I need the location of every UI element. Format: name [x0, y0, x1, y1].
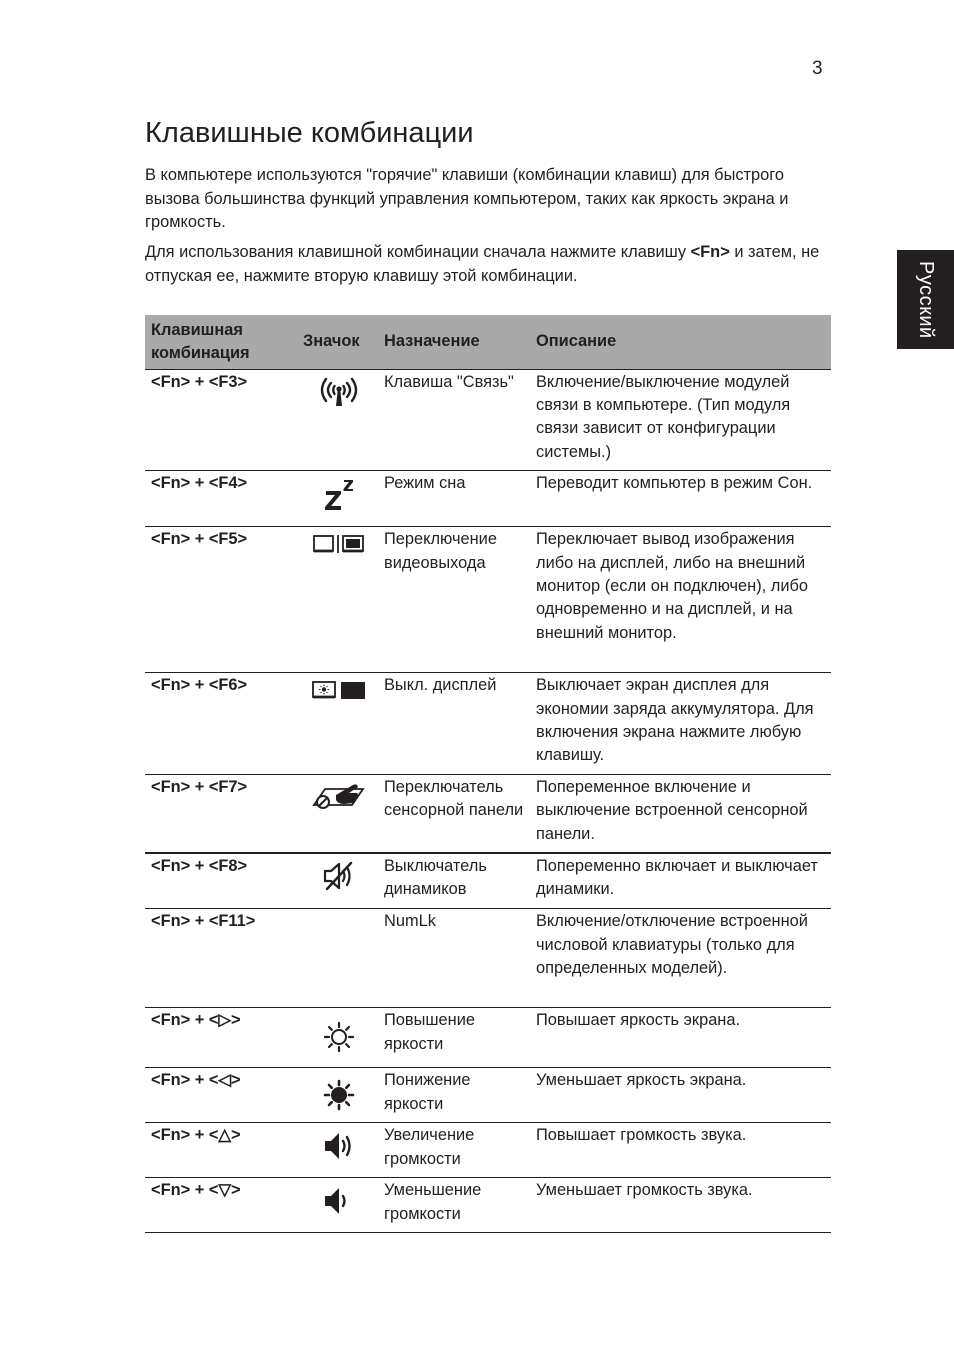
usage-paragraph — [145, 241, 825, 288]
key-purpose: Понижение яркости — [378, 1068, 530, 1123]
table-header-row — [145, 315, 831, 369]
key-purpose: Переключатель сенсорной панели — [378, 774, 530, 853]
hotkey-table — [145, 315, 831, 1233]
key-description: Повышает громкость звука. — [530, 1123, 831, 1178]
key-description: Уменьшает яркость экрана. — [530, 1068, 831, 1123]
key-combo: <Fn> + <F3> — [145, 369, 299, 471]
key-purpose: Увеличение громкости — [378, 1123, 530, 1178]
brightness-down-icon — [323, 1079, 355, 1111]
table-row — [145, 774, 831, 853]
key-combo: <Fn> + <F6> — [145, 673, 299, 775]
volume-down-icon — [322, 1185, 356, 1217]
volume-up-icon — [322, 1130, 356, 1162]
key-purpose: Переключение видеовыхода — [378, 527, 530, 673]
key-description: Переводит компьютер в режим Сон. — [530, 471, 831, 527]
table-row — [145, 369, 831, 471]
brightness-up-icon — [323, 1021, 355, 1053]
key-description: Повышает яркость экрана. — [530, 1008, 831, 1068]
key-purpose: Уменьшение громкости — [378, 1178, 530, 1233]
key-combo: <Fn> + <F11> — [145, 909, 299, 1008]
table-row — [145, 1178, 831, 1233]
key-purpose: NumLk — [378, 909, 530, 1008]
key-combo: <Fn> + <F7> — [145, 774, 299, 853]
usage-text-start: Для использования клавишной комбинации сначала нажмите клавишу — [145, 243, 691, 261]
language-tab — [897, 250, 954, 349]
display-toggle-icon — [312, 533, 366, 555]
wireless-icon — [319, 376, 359, 408]
key-combo: <Fn> + <F4> — [145, 471, 299, 527]
key-purpose: Клавиша "Связь" — [378, 369, 530, 471]
key-purpose: Повышение яркости — [378, 1008, 530, 1068]
key-purpose: Выкл. дисплей — [378, 673, 530, 775]
page-title: Клавишные комбинации — [145, 117, 474, 149]
key-description: Включение/отключение встроенной числовой клавиатуры (только для определенных моделей). — [530, 909, 831, 1008]
table-row — [145, 909, 831, 1008]
hotkey-table-container — [145, 315, 831, 1233]
header-description: Описание — [530, 315, 831, 369]
key-combo: <Fn> + <F8> — [145, 853, 299, 909]
key-description: Выключает экран дисплея для экономии заряда аккумулятора. Для включения экрана нажмите любую клавишу. — [530, 673, 831, 775]
header-combo: Клавишная комбинация — [145, 315, 299, 369]
table-row — [145, 1123, 831, 1178]
header-purpose: Назначение — [378, 315, 530, 369]
table-row — [145, 1008, 831, 1068]
sleep-icon — [322, 477, 356, 513]
table-row — [145, 1068, 831, 1123]
fn-key-label: <Fn> — [690, 243, 730, 261]
key-purpose: Режим сна — [378, 471, 530, 527]
key-description: Попеременно включает и выключает динамики. — [530, 853, 831, 909]
display-off-icon — [311, 679, 367, 701]
intro-paragraph: В компьютере используются "горячие" клавиши (комбинации клавиш) для быстрого вызова большинства функций управления компьютером, таких как яркость экрана и громкость. — [145, 166, 789, 232]
table-row — [145, 853, 831, 909]
table-row — [145, 471, 831, 527]
header-icon: Значок — [299, 315, 378, 369]
key-purpose: Выключатель динамиков — [378, 853, 530, 909]
key-description: Включение/выключение модулей связи в компьютере. (Тип модуля связи зависит от конфигурации системы.) — [530, 369, 831, 471]
key-description: Уменьшает громкость звука. — [530, 1178, 831, 1233]
key-combo: <Fn> + <F5> — [145, 527, 299, 673]
key-combo: <Fn> + <▷> — [145, 1008, 299, 1068]
key-combo: <Fn> + <◁> — [145, 1068, 299, 1123]
key-description: Попеременное включение и выключение встроенной сенсорной панели. — [530, 774, 831, 853]
language-tab-label: Русский — [915, 260, 937, 339]
table-row — [145, 527, 831, 673]
key-combo: <Fn> + <△> — [145, 1123, 299, 1178]
table-row — [145, 673, 831, 775]
speaker-mute-icon — [321, 860, 357, 892]
touchpad-toggle-icon — [311, 781, 367, 813]
key-description: Переключает вывод изображения либо на дисплей, либо на внешний монитор (если он подключен), либо одновременно и на дисплей, и на внешний монитор. — [530, 527, 831, 673]
usage-text-end: и затем, не отпуская ее, нажмите вторую клавишу этой комбинации. — [145, 243, 820, 285]
key-combo: <Fn> + <▽> — [145, 1178, 299, 1233]
page-number: 3 — [812, 58, 823, 79]
